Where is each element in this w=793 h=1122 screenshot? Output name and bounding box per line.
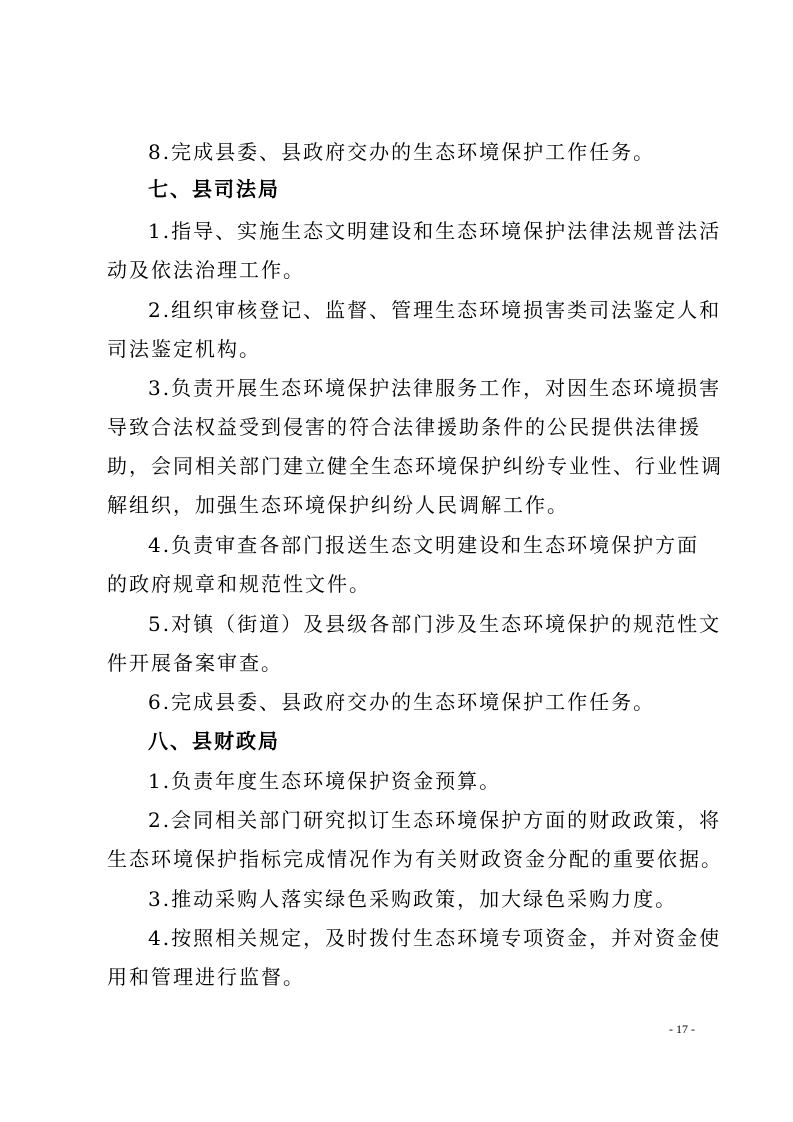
judicial-item-2-line-2: 司法鉴定机构。: [107, 337, 261, 361]
finance-item-3-line-1: 3.推动采购人落实绿色采购政策，加大绿色采购力度。: [148, 887, 678, 911]
judicial-item-1-line-1: 1.指导、实施生态文明建设和生态环境保护法律法规普法活: [148, 219, 722, 243]
judicial-item-3-line-3: 助，会同相关部门建立健全生态环境保护纠纷专业性、行业性调: [107, 454, 723, 478]
item-8-line-1: 8.完成县委、县政府交办的生态环境保护工作任务。: [148, 140, 656, 164]
finance-item-4-line-1: 4.按照相关规定，及时拨付生态环境专项资金，并对资金使: [148, 926, 722, 950]
finance-item-4-line-2: 用和管理进行监督。: [107, 965, 305, 989]
section-heading-finance-bureau: 八、县财政局: [148, 729, 280, 753]
judicial-item-1-line-2: 动及依法治理工作。: [107, 258, 305, 282]
judicial-item-5-line-2: 件开展备案审查。: [107, 651, 283, 675]
finance-item-2-line-2: 生态环境保护指标完成情况作为有关财政资金分配的重要依据。: [107, 847, 723, 871]
judicial-item-4-line-2: 的政府规章和规范性文件。: [107, 572, 371, 596]
finance-item-1-line-1: 1.负责年度生态环境保护资金预算。: [148, 769, 502, 793]
finance-item-2-line-1: 2.会同相关部门研究拟订生态环境保护方面的财政政策，将: [148, 808, 722, 832]
judicial-item-6-line-1: 6.完成县委、县政府交办的生态环境保护工作任务。: [148, 690, 656, 714]
page-number: - 17 -: [669, 1022, 695, 1036]
judicial-item-3-line-2: 导致合法权益受到侵害的符合法律援助条件的公民提供法律援: [107, 415, 701, 439]
judicial-item-5-line-1: 5.对镇（街道）及县级各部门涉及生态环境保护的规范性文: [148, 612, 722, 636]
judicial-item-3-line-4: 解组织，加强生态环境保护纠纷人民调解工作。: [107, 493, 569, 517]
judicial-item-2-line-1: 2.组织审核登记、监督、管理生态环境损害类司法鉴定人和: [148, 298, 722, 322]
judicial-item-4-line-1: 4.负责审查各部门报送生态文明建设和生态环境保护方面: [148, 533, 700, 557]
section-heading-judicial-bureau: 七、县司法局: [148, 177, 280, 201]
judicial-item-3-line-1: 3.负责开展生态环境保护法律服务工作，对因生态环境损害: [148, 376, 722, 400]
